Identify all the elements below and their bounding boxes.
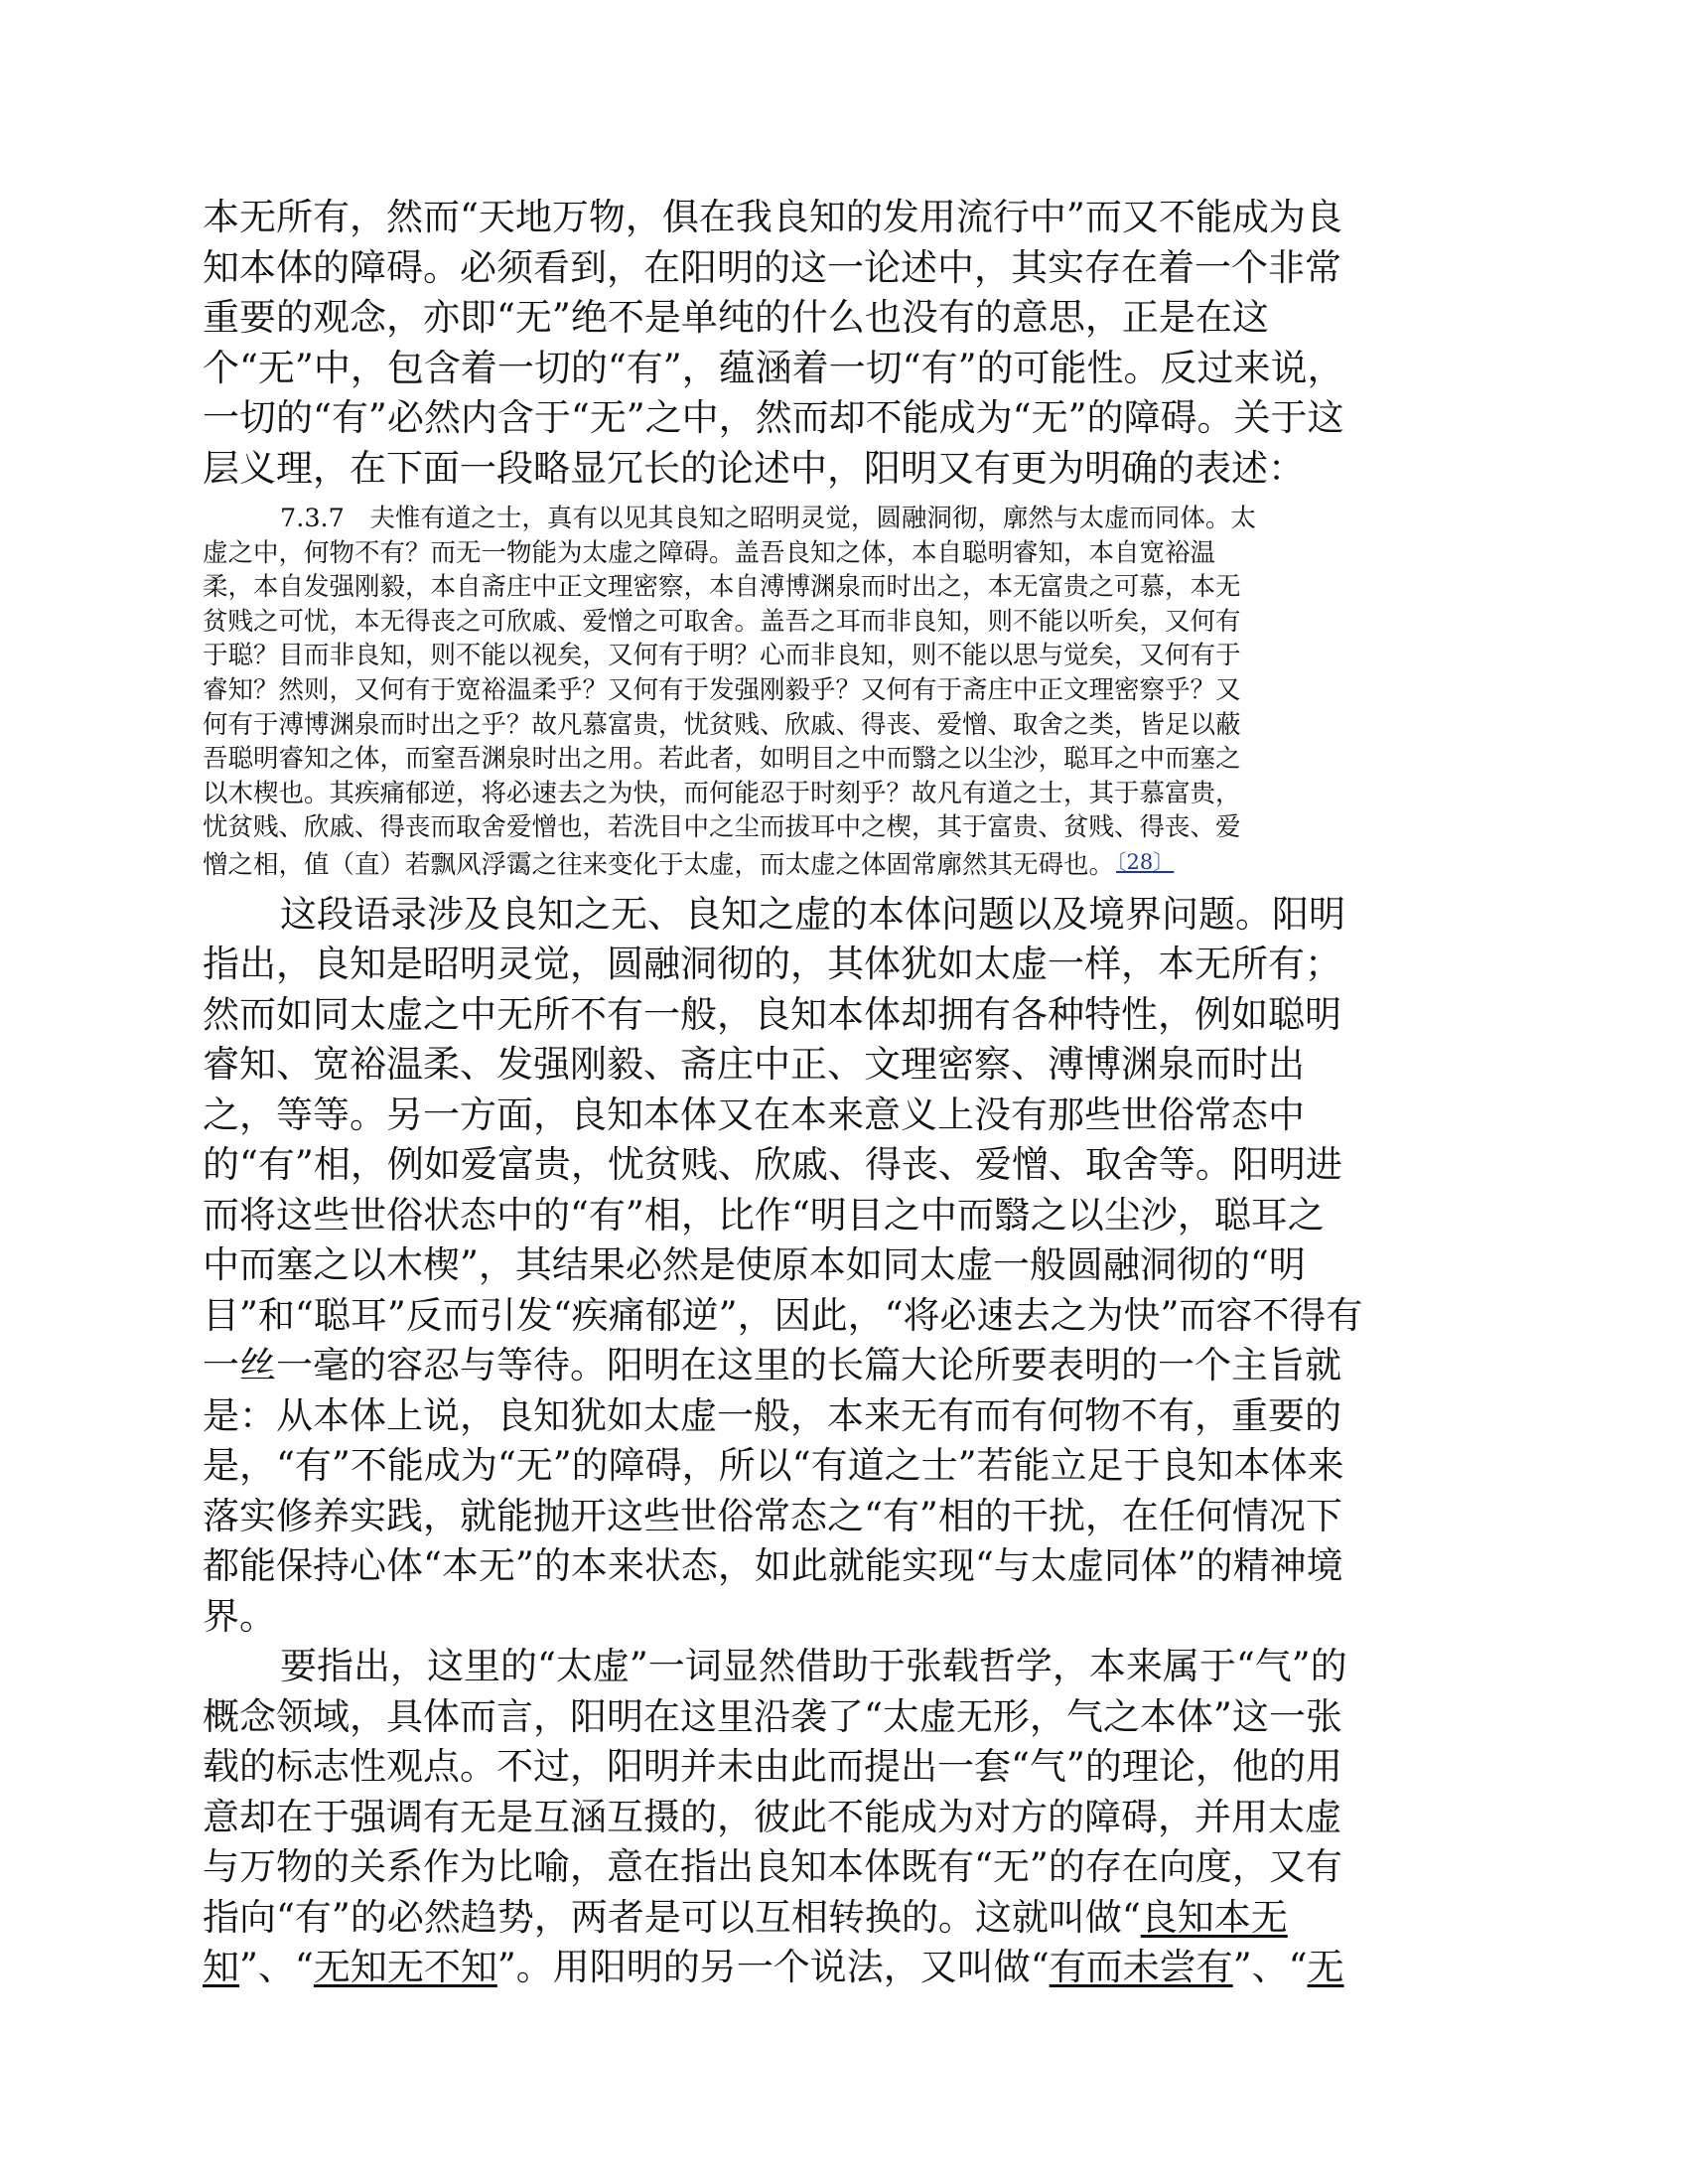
underlined-term: 良知本无 bbox=[1140, 1895, 1288, 1939]
footnote-ref-link[interactable]: 〔28〕 bbox=[1116, 849, 1175, 874]
text-line: 意却在于强调有无是互涵互摄的，彼此不能成为对方的障碍，并用太虚 bbox=[203, 1795, 1341, 1838]
text-line: 之，等等。另一方面，良知本体又在本来意义上没有那些世俗常态中 bbox=[203, 1092, 1305, 1136]
text-line: 知本体的障碍。必须看到，在阳明的这一论述中，其实存在着一个非常 bbox=[203, 245, 1341, 289]
underlined-term: 知 bbox=[203, 1946, 239, 1989]
quote-line: 忧贫贱、欣戚、得丧而取舍爱憎也，若洗目中之尘而拔耳中之楔，其于富贵、贫贱、得丧、爱 bbox=[203, 812, 1241, 843]
text-line: 一丝一毫的容忍与等待。阳明在这里的长篇大论所要表明的一个主旨就 bbox=[203, 1344, 1341, 1387]
text-run: ”、“ bbox=[239, 1946, 314, 1989]
text-line: 然而如同太虚之中无所不有一般，良知本体却拥有各种特性，例如聪明 bbox=[203, 992, 1341, 1036]
text-line: 睿知、宽裕温柔、发强刚毅、斋庄中正、文理密察、溥博渊泉而时出 bbox=[203, 1043, 1305, 1087]
quote-line-text: 憎之相，值（直）若飘风浮霭之往来变化于太虚，而太虚之体固常廓然其无碍也。 bbox=[203, 849, 1115, 880]
text-line: 目”和“聪耳”反而引发“疾痛郁逆”，因此，“将必速去之为快”而容不得有 bbox=[203, 1293, 1363, 1337]
text-line: 的“有”相，例如爱富贵，忧贫贱、欣戚、得丧、爱憎、取舍等。阳明进 bbox=[203, 1143, 1342, 1187]
text-line: 本无所有，然而“天地万物，俱在我良知的发用流行中”而又不能成为良 bbox=[203, 196, 1342, 238]
text-line bbox=[203, 1893, 1493, 1944]
block-quote bbox=[203, 502, 1493, 880]
text-run: 指向“有”的必然趋势，两者是可以互相转换的。这就叫做“ bbox=[203, 1895, 1141, 1939]
paragraph-1 bbox=[203, 193, 1493, 494]
quote-line: 何有于溥博渊泉而时出之乎？故凡慕富贵，忧贫贱、欣戚、得丧、爱憎、取舍之类，皆足以蔽 bbox=[203, 709, 1241, 740]
underlined-term: 有而未尝有 bbox=[1049, 1946, 1233, 1989]
text-line: 落实修养实践，就能抛开这些世俗常态之“有”相的干扰，在任何情况下 bbox=[203, 1494, 1342, 1537]
quote-line: 于聪？目而非良知，则不能以视矣，又何有于明？心而非良知，则不能以思与觉矣，又何有于 bbox=[203, 641, 1241, 671]
document-page bbox=[203, 193, 1493, 1993]
text-line: 与万物的关系作为比喻，意在指出良知本体既有“无”的存在向度，又有 bbox=[203, 1845, 1342, 1889]
text-run: ”、“ bbox=[1232, 1946, 1308, 1989]
text-line: 指出，良知是昭明灵觉，圆融洞彻的，其体犹如太虚一样，本无所有； bbox=[203, 943, 1341, 986]
quote-line: 睿知？然则，又何有于宽裕温柔乎？又何有于发强刚毅乎？又何有于斋庄中正文理密察乎？又 bbox=[203, 674, 1241, 705]
text-line bbox=[203, 1943, 1493, 1993]
text-line: 一切的“有”必然内含于“无”之中，然而却不能成为“无”的障碍。关于这 bbox=[203, 396, 1344, 439]
text-line: 都能保持心体“本无”的本来状态，如此就能实现“与太虚同体”的精神境 bbox=[203, 1544, 1343, 1588]
text-line: 是，“有”不能成为“无”的障碍，所以“有道之士”若能立足于良知本体来 bbox=[203, 1444, 1344, 1488]
underlined-term: 无知无不知 bbox=[313, 1946, 497, 1989]
text-line: 这段语录涉及良知之无、良知之虚的本体问题以及境界问题。阳明 bbox=[280, 892, 1345, 936]
text-line: 概念领域，具体而言，阳明在这里沿袭了“太虚无形，气之本体”这一张 bbox=[203, 1694, 1342, 1738]
underlined-term: 无 bbox=[1307, 1946, 1344, 1989]
quote-last-line bbox=[203, 845, 1493, 880]
text-line: 个“无”中，包含着一切的“有”，蕴涵着一切“有”的可能性。反过来说， bbox=[203, 346, 1344, 389]
text-line: 重要的观念，亦即“无”绝不是单纯的什么也没有的意思，正是在这 bbox=[203, 296, 1269, 339]
quote-line: 贫贱之可忧，本无得丧之可欣戚、爱憎之可取舍。盖吾之耳而非良知，则不能以听矣，又何有 bbox=[203, 606, 1241, 637]
text-line: 要指出，这里的“太虚”一词显然借助于张载哲学，本来属于“气”的 bbox=[280, 1645, 1347, 1688]
paragraph-3 bbox=[203, 1642, 1493, 1993]
quote-line: 柔，本自发强刚毅，本自斋庄中正文理密察，本自溥博渊泉而时出之，本无富贵之可慕，本无 bbox=[203, 572, 1241, 603]
quote-line: 以木楔也。其疾痛郁逆，将必速去之为快，而何能忍于时刻乎？故凡有道之士，其于慕富贵， bbox=[203, 778, 1241, 808]
text-line: 载的标志性观点。不过，阳明并未由此而提出一套“气”的理论，他的用 bbox=[203, 1745, 1342, 1789]
quote-line: 虚之中，何物不有？而无一物能为太虚之障碍。盖吾良知之体，本自聪明睿知，本自宽裕温 bbox=[203, 537, 1216, 568]
quote-line: 7.3.7 夫惟有道之士，真有以见其良知之昭明灵觉，圆融洞彻，廓然与太虚而同体。太 bbox=[280, 504, 1256, 533]
text-line: 中而塞之以木楔”，其结果必然是使原本如同太虚一般圆融洞彻的“明 bbox=[203, 1243, 1306, 1287]
text-line: 界。 bbox=[203, 1594, 276, 1638]
text-line: 层义理，在下面一段略显冗长的论述中，阳明又有更为明确的表述： bbox=[203, 446, 1305, 490]
text-line: 而将这些世俗状态中的“有”相，比作“明目之中而翳之以尘沙，聪耳之 bbox=[203, 1193, 1325, 1237]
paragraph-2 bbox=[203, 890, 1493, 1643]
quote-line: 吾聪明睿知之体，而窒吾渊泉时出之用。若此者，如明目之中而翳之以尘沙，聪耳之中而塞之 bbox=[203, 744, 1241, 775]
text-line: 是：从本体上说，良知犹如太虚一般，本来无有而有何物不有，重要的 bbox=[203, 1393, 1341, 1437]
text-run: ”。用阳明的另一个说法，又叫做“ bbox=[496, 1946, 1050, 1989]
